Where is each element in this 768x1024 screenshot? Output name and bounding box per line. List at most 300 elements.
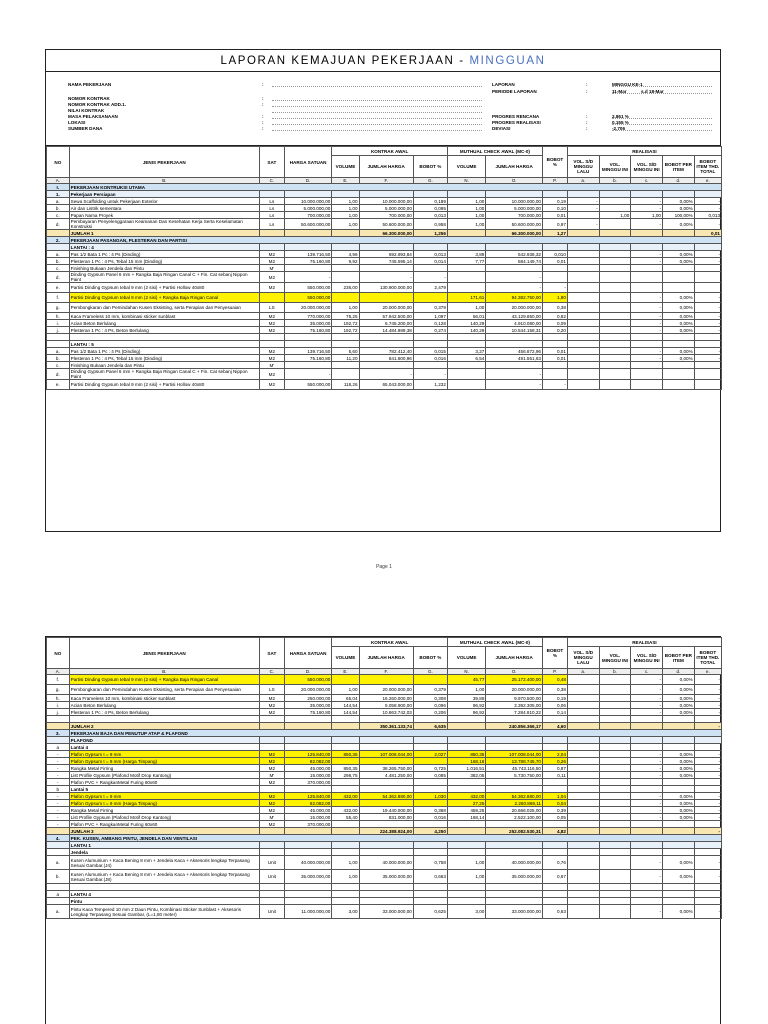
item-name: Plesteran 1 Pc : 4 Ps, Beton Berlulang — [69, 709, 259, 716]
col-header-bobot-mc0: BOBOT % — [542, 147, 567, 178]
item-vol-sd-ini: - — [631, 258, 663, 265]
item-vol-sd-ini: - — [631, 675, 663, 685]
item-unit: M2 — [259, 800, 284, 807]
item-letter: a. — [47, 198, 70, 205]
table-row — [47, 772, 722, 779]
item-name: Sewa Scaffolding untuk Pekerjaan Exterior — [69, 198, 259, 205]
item-unit-price: 20.000.000,00 — [284, 685, 332, 695]
item-vol-lalu — [567, 362, 599, 369]
section-number: I. — [47, 184, 70, 191]
empty-cell — [663, 898, 695, 905]
item-volume-mc0: 1,00 — [447, 219, 486, 230]
item-bobot-mc0: 0,01 — [542, 355, 567, 362]
item-jumlah — [359, 675, 413, 685]
item-bobot-mc0: 0,10 — [542, 205, 567, 212]
empty-cell — [694, 334, 721, 341]
subtotal-jumlah-mc0: 252.082.530,31 — [486, 828, 543, 835]
item-volume-mc0 — [447, 265, 486, 272]
empty-cell — [631, 786, 663, 793]
empty-cell — [599, 341, 631, 348]
item-letter: c. — [47, 362, 70, 369]
section-number: 2. — [47, 237, 70, 244]
item-name: Dinding Gypsum Panel 6 mm + Rangka Baja Ringan Canal C + Fin. Cat sebanj Nippon Paint — [69, 369, 259, 380]
item-vol-ini — [599, 362, 631, 369]
table-row — [47, 272, 722, 283]
item-bobot-mc0: - — [542, 283, 567, 293]
item-bobot-mc0 — [542, 779, 567, 786]
item-vol-sd-ini: - — [631, 702, 663, 709]
empty-cell — [359, 744, 413, 751]
item-jumlah: 65.043.000,00 — [359, 380, 413, 390]
item-bobot-item: 0,00% — [663, 765, 695, 772]
item-unit — [259, 293, 284, 303]
empty-cell — [332, 737, 359, 744]
item-name: Kusen Alumunium + Kaca Bening 8 mm + Jendela Kaca + Aksesoris lengkap Terpasang Sesuai Gambar.(J4) — [69, 856, 259, 870]
item-name: Pintu Kaca Tempered 10 mm 2 Daun Pintu, Kombinasi Sticker Sunblast + Aksesoris Lengkap Terpasang Sesuai Gambar, (L=1,80 meter) — [69, 905, 259, 919]
empty-cell — [694, 842, 721, 849]
empty-cell — [413, 737, 447, 744]
report-page-1 — [45, 49, 721, 532]
item-vol-lalu — [567, 369, 599, 380]
empty-cell — [259, 744, 284, 751]
col-header-vol-ini: VOL. MINGGU INI — [599, 156, 631, 178]
item-volume-mc0 — [447, 283, 486, 293]
item-name: Finishing Bukaan Jendela dan Pintu — [69, 362, 259, 369]
item-vol-lalu — [567, 821, 599, 828]
empty-cell — [259, 898, 284, 905]
section-title: PEKERJAAN KONTRUKSI UTAMA — [69, 184, 721, 191]
item-bobot-total: - — [694, 303, 721, 313]
report-page-2 — [45, 636, 721, 1024]
item-bobot-total: - — [694, 320, 721, 327]
item-letter: d. — [47, 369, 70, 380]
item-name: Kaca Frameless 10 mm, kombinasi sticker sunblast — [69, 695, 259, 702]
item-bobot-mc0: 0,97 — [542, 219, 567, 230]
item-unit: M' — [259, 362, 284, 369]
column-letter: F. — [359, 669, 413, 675]
item-volume-mc0: 171,61 — [447, 293, 486, 303]
item-bobot — [413, 675, 447, 685]
item-bobot-total: - — [694, 772, 721, 779]
empty-cell — [631, 828, 663, 835]
item-unit: Ls — [259, 212, 284, 219]
item-bobot-total — [694, 380, 721, 390]
item-volume: 3,00 — [332, 905, 359, 919]
empty-cell — [47, 828, 70, 835]
item-letter: a. — [47, 348, 70, 355]
col-header-vol-lalu: VOL. S/D MINGGU LALU — [567, 647, 599, 669]
item-unit-price: 10.000.000,00 — [284, 198, 332, 205]
item-bobot-mc0 — [542, 272, 567, 283]
table-row — [47, 258, 722, 265]
item-name: Pembayaran Penyelenggaraan Keamanan Dan Kesehatan Kerja Serta Keselamatan Konstruksi — [69, 219, 259, 230]
item-volume-mc0: 96,92 — [447, 702, 486, 709]
col-header-volume-mc0: VOLUME — [447, 156, 486, 178]
column-letter: G. — [413, 669, 447, 675]
table-row — [47, 807, 722, 814]
item-vol-lalu — [567, 327, 599, 334]
item-jumlah-mc0 — [486, 821, 543, 828]
info-separator: : — [586, 126, 588, 131]
item-vol-lalu — [567, 793, 599, 800]
item-vol-sd-ini — [631, 380, 663, 390]
item-unit: M2 — [259, 380, 284, 390]
item-vol-ini — [599, 758, 631, 765]
empty-cell — [359, 334, 413, 341]
item-jumlah: 831.000,00 — [359, 814, 413, 821]
empty-cell — [447, 898, 486, 905]
table-row — [47, 737, 722, 744]
item-name: Plesteran 1 Pc : 4 Ps, Beton Berlulang — [69, 327, 259, 334]
item-bobot — [413, 265, 447, 272]
info-label: DEVIASI — [492, 126, 511, 131]
item-bobot-total: - — [694, 856, 721, 870]
item-jumlah: 5.000.000,00 — [359, 205, 413, 212]
col-header-vol-sd-ini: VOL. S/D MINGGU INI — [631, 156, 663, 178]
item-bobot-mc0: 0,48 — [542, 675, 567, 685]
info-label: NOMOR KONTRAK — [68, 96, 110, 101]
item-bobot-total: 0,013 — [694, 212, 721, 219]
table-row — [47, 191, 722, 198]
item-letter: h. — [47, 695, 70, 702]
empty-cell — [663, 786, 695, 793]
empty-cell — [486, 891, 543, 898]
empty-cell — [47, 334, 70, 341]
subsection-title: Lantai 5 — [69, 786, 259, 793]
col-header-no: NO — [47, 147, 70, 178]
item-bobot-item — [663, 265, 695, 272]
item-name: Partisi Dinding Gypsum tebal 9 mm (2 sisi) + Rangka Baja Ringan Canal — [69, 293, 259, 303]
item-jumlah-mc0: 43.129.850,00 — [486, 313, 543, 320]
item-bobot-item: 0,00% — [663, 772, 695, 779]
item-bobot-total: - — [694, 675, 721, 685]
empty-cell — [359, 786, 413, 793]
col-header-jumlah-harga: JUMLAH HARGA — [359, 647, 413, 669]
item-vol-lalu — [567, 675, 599, 685]
empty-cell — [259, 849, 284, 856]
item-name: List Profile Gypsum (Plafond Motif Drop Kantong) — [69, 772, 259, 779]
item-unit-price — [284, 362, 332, 369]
item-vol-lalu — [567, 348, 599, 355]
item-bobot: 0,206 — [413, 709, 447, 716]
item-letter: b. — [47, 258, 70, 265]
item-volume: 75,25 — [332, 313, 359, 320]
empty-cell — [47, 230, 70, 237]
item-name: Plafon Gypsum t = 9 mm — [69, 751, 259, 758]
item-vol-sd-ini: - — [631, 772, 663, 779]
item-vol-sd-ini: - — [631, 870, 663, 884]
item-bobot-mc0 — [542, 369, 567, 380]
empty-cell — [284, 334, 332, 341]
item-unit — [259, 675, 284, 685]
item-bobot: 0,379 — [413, 685, 447, 695]
empty-cell — [447, 244, 486, 251]
item-bobot-mc0 — [542, 362, 567, 369]
empty-cell — [694, 898, 721, 905]
item-unit-price: 35.000,00 — [284, 320, 332, 327]
item-unit-price: 550.000,00 — [284, 283, 332, 293]
item-bobot-mc0: 0,20 — [542, 327, 567, 334]
empty-cell — [332, 828, 359, 835]
column-letter: C. — [259, 178, 284, 184]
empty-cell — [332, 842, 359, 849]
column-letter: c. — [631, 669, 663, 675]
col-header-bobot-item: BOBOT PER ITEM — [663, 647, 695, 669]
empty-cell — [567, 334, 599, 341]
item-bobot-item: 0,00% — [663, 675, 695, 685]
item-unit: M2 — [259, 702, 284, 709]
item-unit: Unit — [259, 870, 284, 884]
subtotal-bobot-total: 0,01 — [694, 230, 721, 237]
empty-cell — [284, 744, 332, 751]
item-unit-price: 50.600.000,00 — [284, 219, 332, 230]
table-row — [47, 219, 722, 230]
empty-cell — [631, 849, 663, 856]
item-bobot: 0,958 — [413, 219, 447, 230]
item-vol-sd-ini: - — [631, 198, 663, 205]
item-bobot: 1,030 — [413, 793, 447, 800]
empty-cell — [567, 891, 599, 898]
item-vol-lalu — [567, 709, 599, 716]
empty-cell — [259, 244, 284, 251]
item-vol-sd-ini: - — [631, 313, 663, 320]
subtotal-jumlah-mc0: 66.300.000,00 — [486, 230, 543, 237]
item-unit: M2 — [259, 807, 284, 814]
empty-cell — [663, 723, 695, 730]
subsection-number — [47, 842, 70, 849]
item-vol-lalu — [567, 702, 599, 709]
empty-cell — [284, 849, 332, 856]
info-label: PROGRES REALISASI — [492, 120, 541, 125]
item-vol-sd-ini: - — [631, 685, 663, 695]
item-unit-price: - — [284, 369, 332, 380]
empty-cell — [599, 898, 631, 905]
empty-cell — [413, 244, 447, 251]
item-volume-mc0: 1,00 — [447, 856, 486, 870]
item-unit: M2 — [259, 313, 284, 320]
item-volume — [332, 779, 359, 786]
item-letter: f. — [47, 293, 70, 303]
table-row — [47, 695, 722, 702]
item-bobot-total: - — [694, 758, 721, 765]
empty-cell — [413, 842, 447, 849]
item-volume — [332, 821, 359, 828]
item-jumlah: 20.000.000,00 — [359, 685, 413, 695]
item-volume — [332, 675, 359, 685]
column-letter: A. — [47, 178, 70, 184]
section-title: PEKERJAAN PASANGAN, PLESTERAN DAN PARTISI — [69, 237, 721, 244]
item-vol-lalu — [567, 765, 599, 772]
item-unit-price: 75.160,80 — [284, 355, 332, 362]
item-letter: j. — [47, 327, 70, 334]
report-info-block — [46, 72, 720, 146]
item-vol-sd-ini — [631, 362, 663, 369]
empty-cell — [284, 191, 332, 198]
subtotal-bobot-total: - — [694, 828, 721, 835]
item-vol-sd-ini — [631, 272, 663, 283]
item-bobot-item: 0,00% — [663, 702, 695, 709]
empty-cell — [663, 744, 695, 751]
item-volume: 298,75 — [332, 772, 359, 779]
item-vol-ini — [599, 327, 631, 334]
item-unit-price: 250.000,00 — [284, 695, 332, 702]
item-bobot-mc0: 0,01 — [542, 258, 567, 265]
item-unit-price: 370.000,00 — [284, 779, 332, 786]
item-letter: j. — [47, 709, 70, 716]
item-vol-lalu — [567, 856, 599, 870]
item-vol-sd-ini: - — [631, 793, 663, 800]
table-row — [47, 905, 722, 919]
item-letter: b. — [47, 870, 70, 884]
info-dotted-line — [272, 126, 482, 131]
item-unit: M' — [259, 772, 284, 779]
item-unit-price: 770.000,00 — [284, 313, 332, 320]
empty-cell — [631, 891, 663, 898]
empty-cell — [284, 230, 332, 237]
table-row — [47, 303, 722, 313]
item-bobot-item — [663, 369, 695, 380]
item-jumlah: - — [359, 272, 413, 283]
item-bobot-total — [694, 283, 721, 293]
empty-cell — [663, 828, 695, 835]
subtotal-bobot-mc0: 4,82 — [542, 828, 567, 835]
item-unit-price: 550.000,00 — [284, 293, 332, 303]
item-bobot: 2,027 — [413, 751, 447, 758]
table-row — [47, 362, 722, 369]
item-volume-mc0: 1,00 — [447, 303, 486, 313]
item-unit: M2 — [259, 779, 284, 786]
item-vol-sd-ini: - — [631, 807, 663, 814]
info-separator: : — [262, 114, 264, 119]
info-separator: : — [586, 120, 588, 125]
empty-cell — [69, 334, 259, 341]
item-jumlah-mc0: - — [486, 380, 543, 390]
empty-cell — [542, 341, 567, 348]
item-vol-ini — [599, 765, 631, 772]
item-bobot-mc0: 0,14 — [542, 709, 567, 716]
item-letter: - — [47, 800, 70, 807]
item-unit: LS — [259, 303, 284, 313]
empty-cell — [332, 898, 359, 905]
empty-cell — [486, 898, 543, 905]
item-volume: 1,00 — [332, 870, 359, 884]
item-jumlah-mc0: 7.284.810,22 — [486, 709, 543, 716]
item-jumlah — [359, 362, 413, 369]
item-jumlah-mc0: 4.910.080,00 — [486, 320, 543, 327]
empty-cell — [663, 884, 695, 891]
item-bobot-mc0: 0,67 — [542, 870, 567, 884]
column-letter: D. — [284, 669, 332, 675]
empty-cell — [413, 898, 447, 905]
empty-cell — [694, 786, 721, 793]
item-vol-lalu — [567, 212, 599, 219]
column-letter: E. — [332, 178, 359, 184]
empty-cell — [542, 191, 567, 198]
column-letter: b. — [599, 669, 631, 675]
item-volume: 144,54 — [332, 709, 359, 716]
item-name: Kaca Frameless 10 mm, kombinasi sticker sunblast — [69, 313, 259, 320]
item-jumlah-mc0: 2.260.869,11 — [486, 800, 543, 807]
empty-cell — [542, 737, 567, 744]
item-unit: M2 — [259, 283, 284, 293]
item-bobot-item: 0,00% — [663, 313, 695, 320]
empty-cell — [599, 716, 631, 723]
item-bobot-total: - — [694, 293, 721, 303]
item-jumlah: 35.000.000,00 — [359, 870, 413, 884]
item-unit-price: 35.000.000,00 — [284, 870, 332, 884]
empty-cell — [259, 828, 284, 835]
item-unit-price: 15.000,00 — [284, 814, 332, 821]
item-volume-mc0: 1,00 — [447, 198, 486, 205]
info-separator: : — [586, 89, 588, 94]
item-volume-mc0: 168,16 — [447, 758, 486, 765]
empty-cell — [447, 723, 486, 730]
empty-cell — [332, 723, 359, 730]
section-number: 4. — [47, 835, 70, 842]
item-unit: M2 — [259, 765, 284, 772]
info-dotted-line — [272, 102, 482, 107]
empty-cell — [542, 244, 567, 251]
item-bobot-item — [663, 362, 695, 369]
column-letter: O. — [486, 178, 543, 184]
col-header-sat: SAT — [259, 147, 284, 178]
item-volume — [332, 369, 359, 380]
item-letter: - — [47, 758, 70, 765]
item-jumlah — [359, 800, 413, 807]
table-row — [47, 320, 722, 327]
item-volume-mc0: 96,92 — [447, 709, 486, 716]
item-unit-price: 75.160,80 — [284, 327, 332, 334]
item-letter: h. — [47, 313, 70, 320]
column-letter: E. — [332, 669, 359, 675]
item-vol-sd-ini: - — [631, 348, 663, 355]
info-label: NOMOR KONTRAK ADD.1. — [68, 102, 127, 107]
empty-cell — [332, 334, 359, 341]
item-vol-sd-ini: 1,00 — [631, 212, 663, 219]
item-jumlah-mc0: 45.743.116,50 — [486, 765, 543, 772]
item-letter: - — [47, 821, 70, 828]
item-bobot-item: 0,00% — [663, 758, 695, 765]
item-jumlah-mc0: 9.970.500,00 — [486, 695, 543, 702]
empty-cell — [542, 842, 567, 849]
item-vol-sd-ini — [631, 283, 663, 293]
empty-cell — [567, 849, 599, 856]
item-jumlah: 54.362.880,00 — [359, 793, 413, 800]
item-jumlah: 14.484.989,38 — [359, 327, 413, 334]
item-volume-mc0: 1.016,51 — [447, 765, 486, 772]
item-bobot-mc0: 0,26 — [542, 758, 567, 765]
column-letter: b. — [599, 178, 631, 184]
item-bobot — [413, 362, 447, 369]
empty-cell — [599, 849, 631, 856]
item-bobot: - — [413, 272, 447, 283]
empty-cell — [259, 341, 284, 348]
item-vol-ini — [599, 348, 631, 355]
item-volume-mc0: 168,14 — [447, 814, 486, 821]
item-jumlah-mc0: 20.666.025,00 — [486, 807, 543, 814]
empty-cell — [663, 230, 695, 237]
item-letter: c. — [47, 212, 70, 219]
item-bobot-mc0: 0,87 — [542, 765, 567, 772]
item-letter: b. — [47, 355, 70, 362]
item-bobot-total: - — [694, 800, 721, 807]
item-bobot-item — [663, 821, 695, 828]
empty-cell — [284, 723, 332, 730]
item-jumlah: 5.058.900,00 — [359, 702, 413, 709]
empty-cell — [259, 334, 284, 341]
subsection-number — [47, 341, 70, 348]
item-vol-sd-ini: - — [631, 355, 663, 362]
